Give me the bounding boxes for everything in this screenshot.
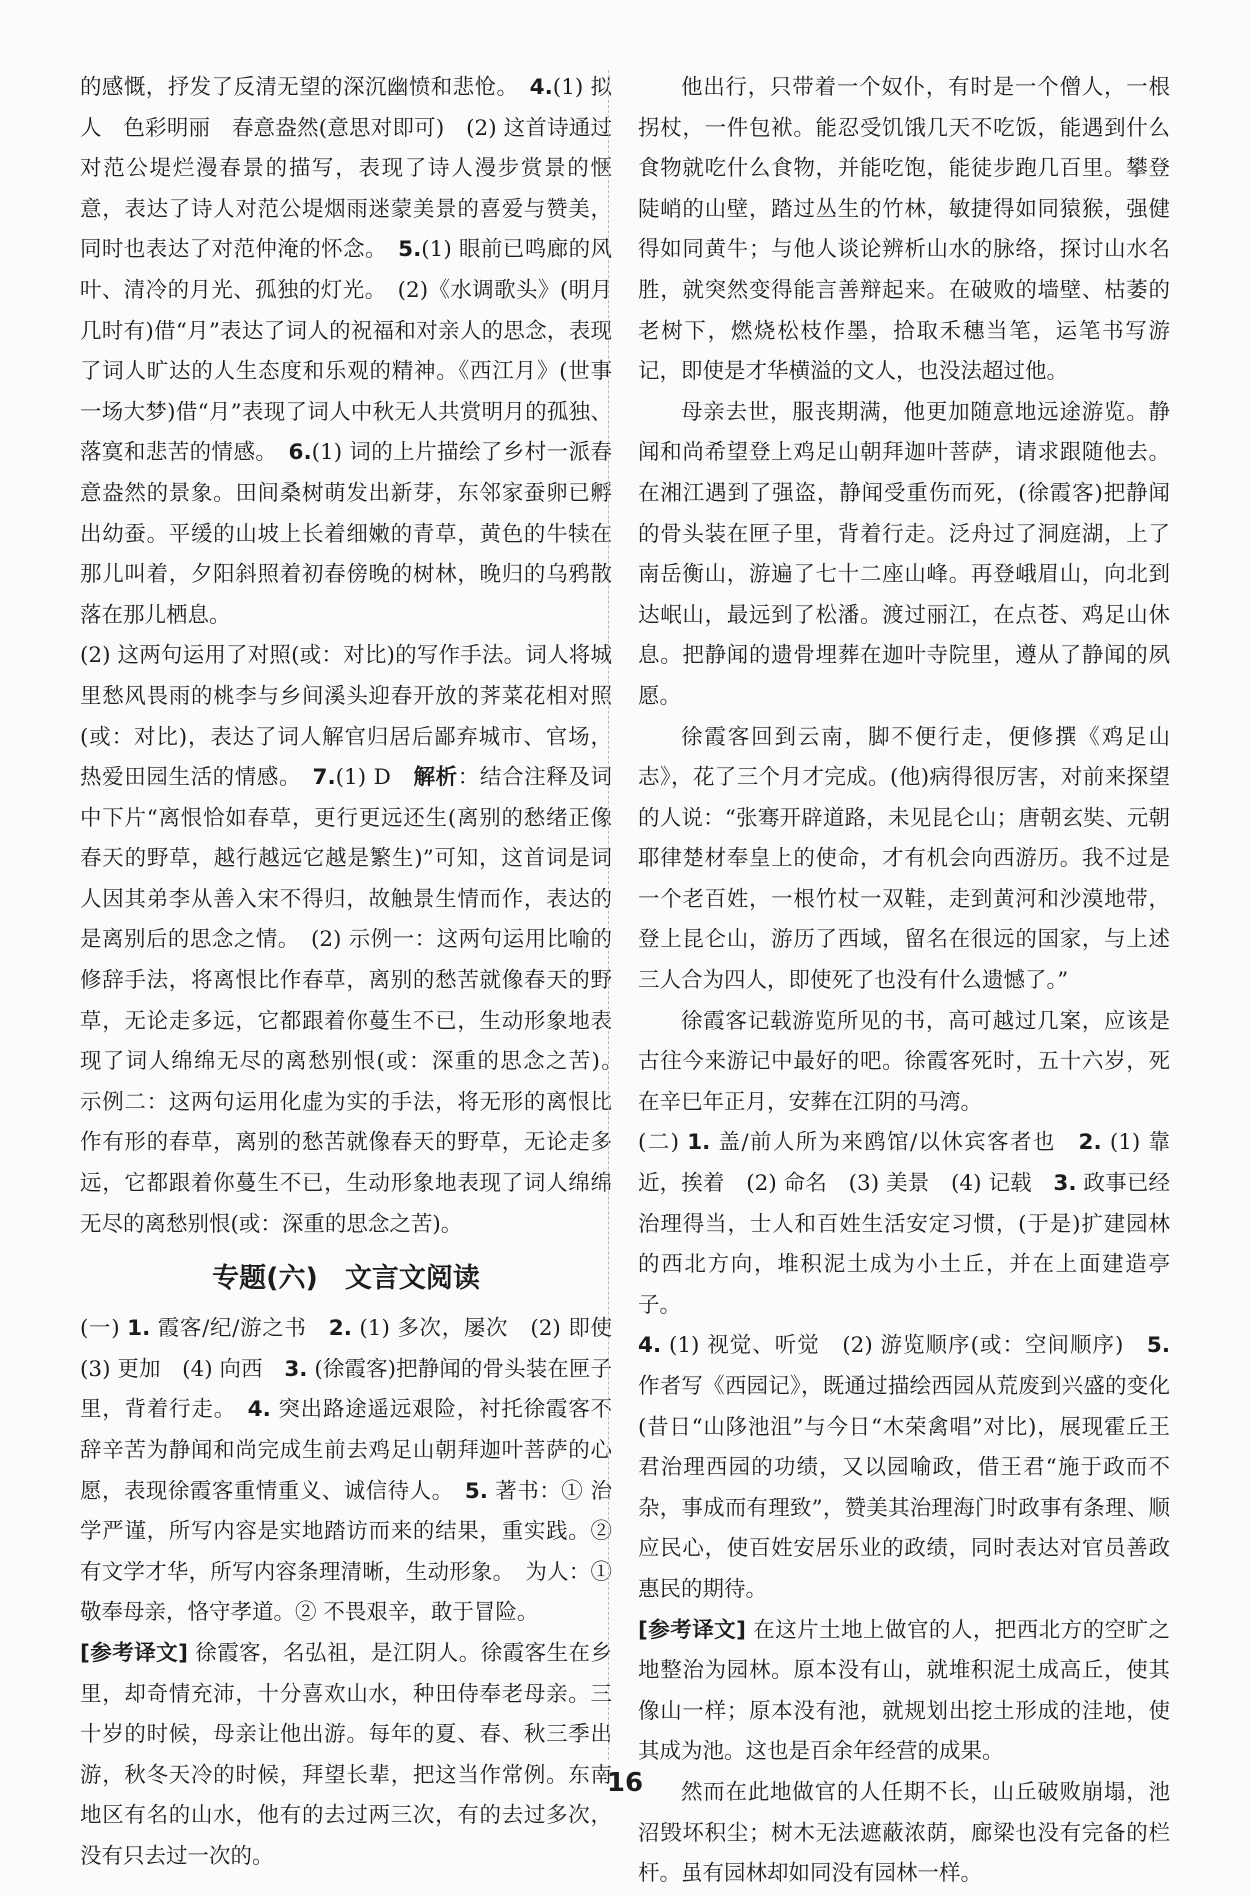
question-number: 5. bbox=[1146, 1333, 1170, 1359]
classical-answers-2 bbox=[638, 1123, 1170, 1326]
answer-1: 霞客/纪/游之书 bbox=[150, 1316, 329, 1342]
answer-5: (1) 眼前已鸣廊的风叶、清冷的月光、孤独的灯光。 (2)《水调歌头》(明月几时有)借“月”表达了词人的祝福和对亲人的思念，表现了词人旷达的人生态度和乐观的精神。《西江月》(世事一场大梦)借“月”表现了词人中秋无人共赏明月的孤独、落寞和悲苦的情感。 bbox=[80, 237, 612, 466]
question-number: 2. bbox=[1078, 1130, 1102, 1156]
answer-block-poetry bbox=[80, 68, 612, 636]
question-number: 1. bbox=[127, 1316, 151, 1342]
answer-2: (1) 多次，屡次 (2) 即使 (3) 更加 (4) 向西 bbox=[80, 1316, 634, 1382]
translation-paragraph: 他出行，只带着一个奴仆，有时是一个僧人，一根拐杖，一件包袱。能忍受饥饿几天不吃饭，能遇到什么食物就吃什么食物，并能吃饱，能徒步跑几百里。攀登陡峭的山壁，踏过丛生的竹林，敏捷得如同猿猴，强健得如同黄牛；与他人谈论辨析山水的脉络，探讨山水名胜，就突然变得能言善辩起来。在破败的墙壁、枯萎的老树下，燃烧松枝作墨，拾取禾穗当笔，运笔书写游记，即使是才华横溢的文人，也没法超过他。 bbox=[638, 75, 1170, 385]
answer-3: 政事已经治理得当，士人和百姓生活安定习惯，(于是)扩建园林的西北方向，堆积泥土成为小土丘，并在上面建造亭子。 bbox=[638, 1171, 1170, 1318]
answer-5: 著书：① 治学严谨，所写内容是实地踏访而来的结果，重实践。② 有文学才华，所写内容条理清晰，生动形象。 为人：① 敬奉母亲，恪守孝道。② 不畏艰辛，敢于冒险。 bbox=[80, 1478, 612, 1626]
answer-1: 盖/前人所为来鸥馆/以休宾客者也 bbox=[710, 1130, 1079, 1156]
translation-paragraph: 母亲去世，服丧期满，他更加随意地远途游览。静闻和尚希望登上鸡足山朝拜迦叶菩萨，请求跟随他去。在湘江遇到了强盗，静闻受重伤而死，(徐霞客)把静闻的骨头装在匣子里，背着行走。泛舟过了洞庭湖，上了南岳衡山，游遍了七十二座山峰。再登峨眉山，向北到达岷山，最远到了松潘。渡过丽江，在点苍、鸡足山休息。把静闻的遗骨埋葬在迦叶寺院里，遵从了静闻的夙愿。 bbox=[638, 399, 1170, 709]
question-number: 3. bbox=[1053, 1171, 1077, 1197]
question-number: 7. bbox=[312, 765, 336, 791]
translation-text: 在这片土地上做官的人，把西北方的空旷之地整治为园林。原本没有山，就堆积泥土成高丘，使其像山一样；原本没有池，就规划出挖土形成的洼地，使其成为池。这也是百余年经营的成果。 bbox=[638, 1617, 1170, 1765]
question-number: 4. bbox=[638, 1333, 662, 1359]
answer-4: 突出路途遥远艰险，衬托徐霞客不辞辛苦为静闻和尚完成生前去鸡足山朝拜迦叶菩萨的心愿，表现徐霞客重情重义、诚信待人。 bbox=[80, 1397, 612, 1504]
answer-7-analysis: ：结合注释及词中下片“离恨恰如春草，更行更远还生(离别的愁绪正像春天的野草，越行越远它越是繁生)”可知，这首词是词人因其弟李从善入宋不得归，故触景生情而作，表达的是离别后的思念之情。 (2) 示例一：这两句运用比喻的修辞手法，将离恨比作春草，离别的愁苦就像春天的野草，无论走多远，它都跟着你蔓生不已，生动形象地表现了词人绵绵无尽的离愁别恨(或：深重的思念之苦)。 示例二：这两句运用化虚为实的手法，将无形的离恨比作有形的春草，离别的愁苦就像春天的野草，无论走多远，它都跟着你蔓生不已，生动形象地表现了词人绵绵无尽的离愁别恨(或：深重的思念之苦)。 bbox=[80, 765, 634, 1237]
translation-text: 徐霞客，名弘祖，是江阴人。徐霞客生在乡里，却奇情充沛，十分喜欢山水，种田侍奉老母亲。三十岁的时候，母亲让他出游。每年的夏、春、秋三季出游，秋冬天冷的时候，拜望长辈，把这当作常例。东南地区有名的山水，他有的去过两三次，有的去过多次，没有只去过一次的。 bbox=[80, 1640, 612, 1869]
text-run: 的感慨，抒发了反清无望的深沉幽愤和悲怆。 bbox=[80, 75, 508, 100]
answer-5: 作者写《西园记》，既通过描绘西园从荒废到兴盛的变化(昔日“山陊池沮”与今日“木荣禽唱”对比)，展现霍丘王君治理西园的功绩，又以园喻政，借王君“施于政而不杂，事成而有理致”，赞美其治理海门时政事有条理、顺应民心，使百姓安居乐业的政绩，同时表达对官员善政惠民的期待。 bbox=[638, 1374, 1170, 1602]
right-column bbox=[638, 68, 1170, 1895]
translation-label: [参考译文] bbox=[80, 1640, 188, 1666]
classical-answers-2b bbox=[638, 1326, 1170, 1610]
page-number: 16 bbox=[606, 1768, 644, 1798]
answer-3: (徐霞客)把静闻的骨头装在匣子里，背着行走。 bbox=[80, 1356, 612, 1423]
answer-6-part1: (1) 词的上片描绘了乡村一派春意盎然的景象。田间桑树萌发出新芽，东邻家蚕卵已孵出幼蚕。平缓的山坡上长着细嫩的青草，黄色的牛犊在那儿叫着，夕阳斜照着初春傍晚的树林，晚归的乌鸦散落在那儿栖息。 bbox=[80, 440, 612, 628]
question-number: 3. bbox=[284, 1356, 308, 1382]
answer-4: (1) 视觉、听觉 (2) 游览顺序(或：空间顺序) bbox=[661, 1333, 1147, 1359]
section-title: 专题(六) 文言文阅读 bbox=[212, 1263, 480, 1295]
question-number: 4. bbox=[529, 75, 553, 100]
translation-paragraph: 徐霞客记载游览所见的书，高可越过几案，应该是古往今来游记中最好的吧。徐霞客死时，五十六岁，死在辛巳年正月，安葬在江阴的马湾。 bbox=[638, 1008, 1170, 1115]
analysis-label: 解析 bbox=[413, 765, 458, 791]
question-number: 5. bbox=[398, 237, 422, 263]
translation-paragraph: 然而在此地做官的人任期不长，山丘破败崩塌，池沼毁坏积尘；树木无法遮蔽浓荫，廊梁也没有完备的栏杆。虽有园林却如同没有园林一样。 bbox=[638, 1779, 1170, 1887]
column-divider bbox=[608, 70, 609, 1760]
part-label: (一) bbox=[80, 1316, 128, 1342]
answer-7-part1: (1) D bbox=[335, 765, 414, 791]
question-number: 4. bbox=[247, 1397, 271, 1423]
translation-1 bbox=[80, 1634, 612, 1878]
question-number: 2. bbox=[328, 1316, 352, 1342]
question-number: 5. bbox=[464, 1478, 488, 1504]
answer-2: (1) 靠近，挨着 (2) 命名 (3) 美景 (4) 记载 bbox=[638, 1130, 1171, 1197]
translation-label: [参考译文] bbox=[638, 1617, 746, 1643]
answer-6-part2: (2) 这两句运用了对照(或：对比)的写作手法。词人将城里愁风畏雨的桃李与乡间溪头迎春开放的荠菜花相对照(或：对比)，表达了词人解官归居后鄙弃城市、官场，热爱田园生活的情感。 bbox=[80, 643, 612, 791]
question-number: 1. bbox=[687, 1130, 711, 1156]
classical-answers-1 bbox=[80, 1309, 634, 1634]
translation-2 bbox=[638, 1611, 1170, 1773]
part-label: (二) bbox=[638, 1130, 688, 1156]
translation-paragraph: 徐霞客回到云南，脚不便行走，便修撰《鸡足山志》，花了三个月才完成。(他)病得很厉害，对前来探望的人说：“张骞开辟道路，未见昆仑山；唐朝玄奘、元朝耶律楚材奉皇上的使命，才有机会向西游历。我不过是一个老百姓，一根竹杖一双鞋，走到黄河和沙漠地带，登上昆仑山，游历了西域，留名在很远的国家，与上述三人合为四人，即使死了也没有什么遗憾了。” bbox=[638, 724, 1170, 994]
answer-4: (1) 拟人 色彩明丽 春意盎然(意思对即可) (2) 这首诗通过对范公堤烂漫春景的描写，表现了诗人漫步赏景的惬意，表达了诗人对范公堤烟雨迷蒙美景的喜爱与赞美，同时也表达了对范仲淹的怀念。 bbox=[80, 75, 612, 263]
question-number: 6. bbox=[288, 440, 312, 466]
answer-6-part2-block bbox=[80, 636, 634, 1245]
